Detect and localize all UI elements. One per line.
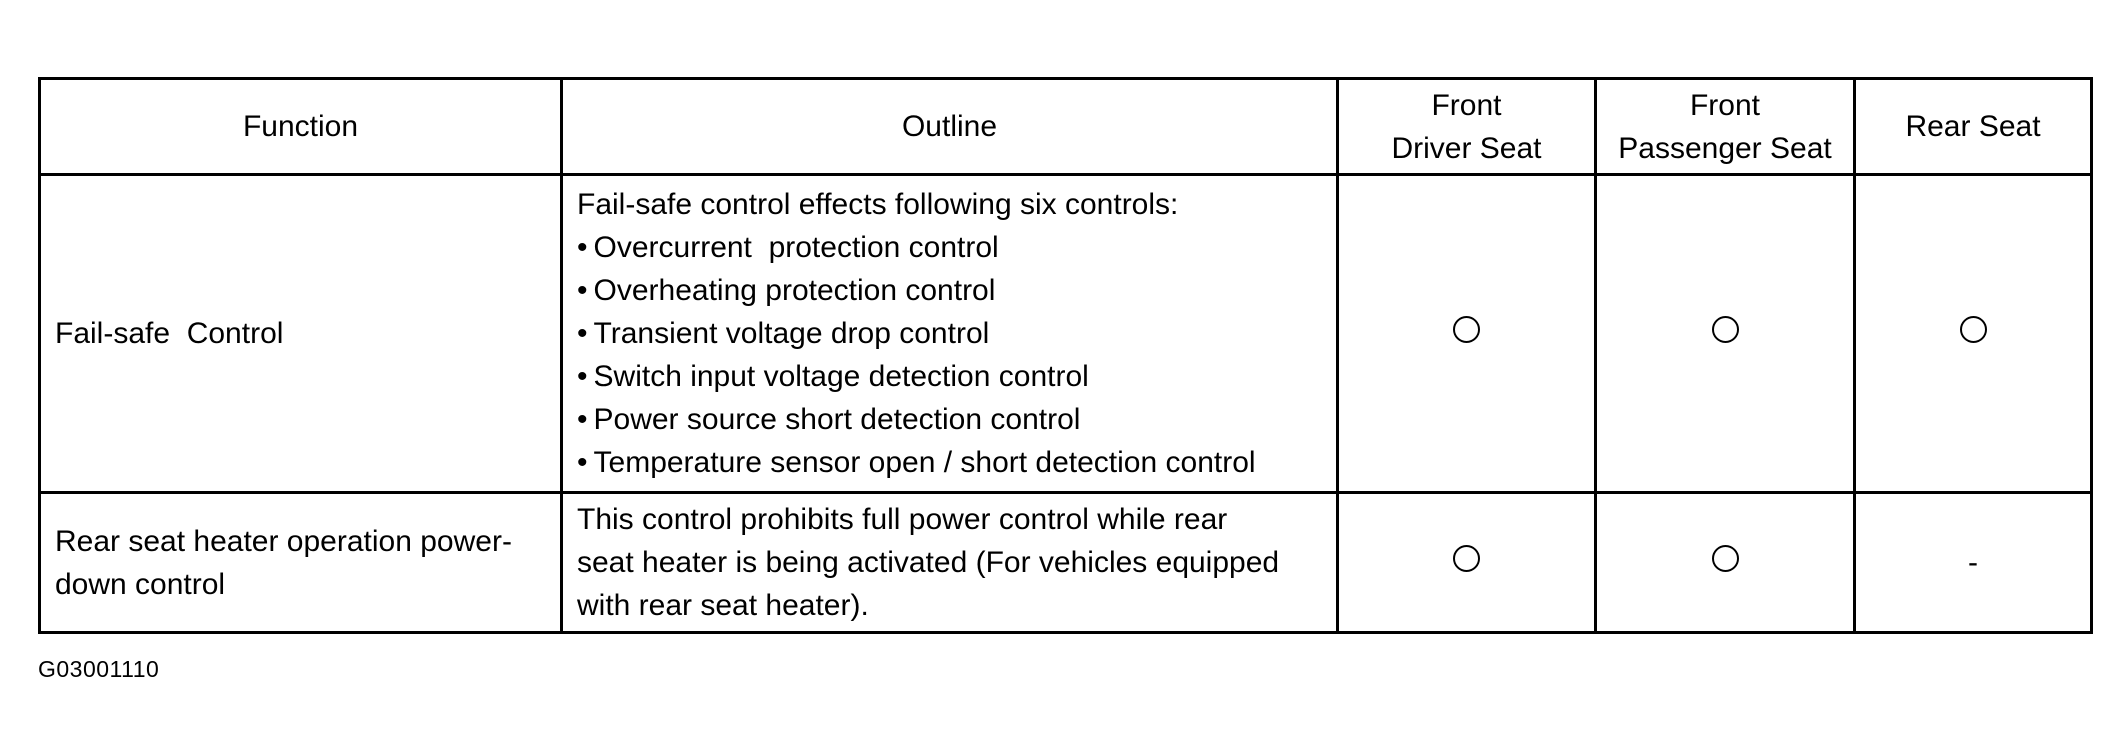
header-row — [40, 79, 2092, 175]
cell-outline-rear-heater-powerdown — [562, 493, 1338, 633]
cell-function-rear-heater-powerdown — [40, 493, 562, 633]
outline-item: • Overheating protection control — [577, 269, 1336, 312]
applicable-circle-icon — [1712, 316, 1739, 343]
outline-item: • Overcurrent protection control — [577, 226, 1336, 269]
applicable-circle-icon — [1712, 545, 1739, 572]
applicable-circle-icon — [1960, 316, 1987, 343]
header-function: Function — [40, 79, 562, 175]
cell-rear-rear-heater — [1855, 493, 2092, 633]
not-applicable-dash: - — [1968, 546, 1978, 579]
outline-item: • Switch input voltage detection control — [577, 355, 1336, 398]
outline-item: • Power source short detection control — [577, 398, 1336, 441]
header-rear-seat: Rear Seat — [1855, 79, 2092, 175]
function-line1: Rear seat heater operation power- — [55, 524, 512, 558]
header-front-driver-line2: Driver Seat — [1391, 131, 1542, 165]
cell-rear-fail-safe — [1855, 175, 2092, 493]
cell-function-fail-safe: Fail-safe Control — [40, 175, 562, 493]
table-row-rear-heater-powerdown — [40, 493, 2092, 633]
outline-line2: seat heater is being activated (For vehicles equipped — [577, 546, 1280, 579]
cell-front-driver-fail-safe — [1338, 175, 1596, 493]
cell-front-driver-rear-heater — [1338, 493, 1596, 633]
header-outline: Outline — [562, 79, 1338, 175]
function-table — [38, 77, 2093, 634]
outline-item: • Temperature sensor open / short detection control — [577, 441, 1336, 484]
cell-front-passenger-fail-safe — [1596, 175, 1855, 493]
outline-line1: This control prohibits full power control while rear — [577, 503, 1228, 536]
cell-front-passenger-rear-heater — [1596, 493, 1855, 633]
applicable-circle-icon — [1453, 545, 1480, 572]
cell-outline-fail-safe — [562, 175, 1338, 493]
header-front-driver-seat — [1338, 79, 1596, 175]
header-front-passenger-seat — [1596, 79, 1855, 175]
header-front-passenger-line2: Passenger Seat — [1618, 131, 1832, 165]
function-line2: down control — [55, 567, 226, 601]
outline-intro: Fail-safe control effects following six controls: — [577, 188, 1179, 221]
applicable-circle-icon — [1453, 316, 1480, 343]
header-front-passenger-line1: Front — [1689, 88, 1761, 122]
figure-id: G03001110 — [38, 656, 160, 682]
header-front-driver-line1: Front — [1431, 88, 1502, 122]
outline-item: • Transient voltage drop control — [577, 312, 1336, 355]
outline-line3: with rear seat heater). — [577, 589, 869, 622]
table-row-fail-safe — [40, 175, 2092, 493]
